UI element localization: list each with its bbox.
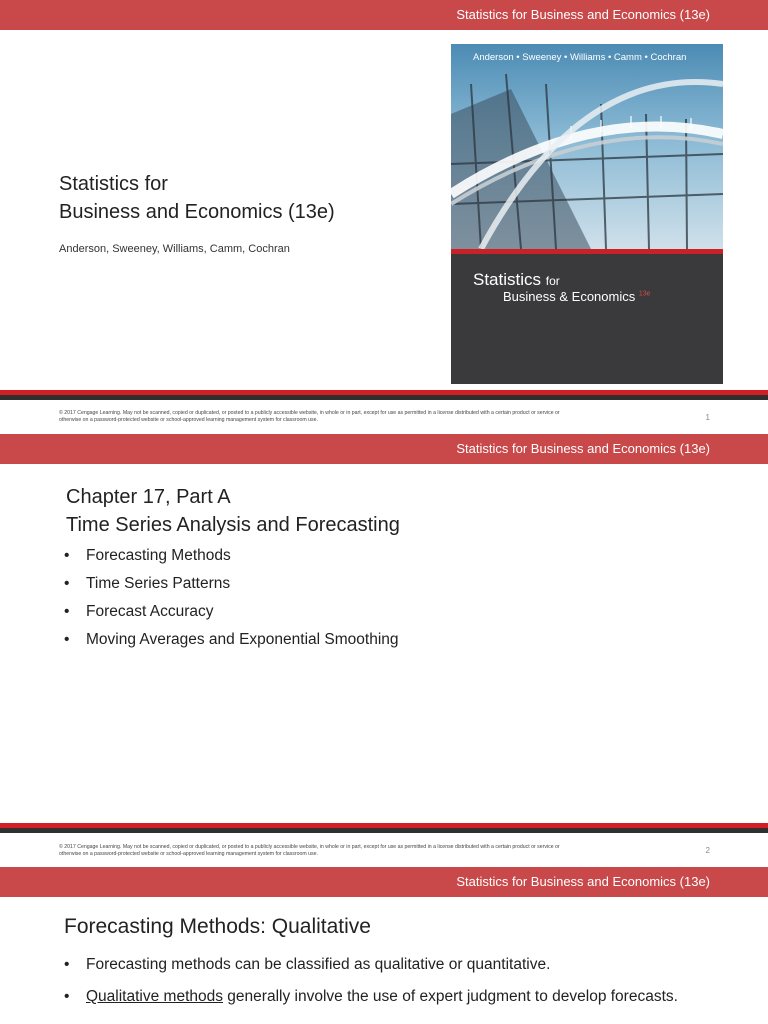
header-course-title: Statistics for Business and Economics (13e) [456, 874, 710, 889]
method-list [64, 955, 744, 1019]
title-line-2: Business and Economics (13e) [59, 201, 335, 223]
slide-1 [0, 0, 768, 433]
cover-authors: Anderson • Sweeney • Williams • Camm • Cochran [473, 52, 687, 63]
slide-header [0, 434, 768, 464]
cover-photo [451, 44, 723, 249]
cover-subtitle: Business & Economics $^{13e}$ [503, 289, 651, 304]
footer-bars [0, 823, 768, 833]
header-course-title: Statistics for Business and Economics (13e) [456, 7, 710, 22]
list-item: • Forecasting Methods [64, 545, 399, 573]
chapter-title-line-1: Chapter 17, Part A [66, 486, 231, 508]
list-item: • Time Series Patterns [64, 573, 399, 601]
page-number: 2 [705, 846, 710, 855]
chapter-title-line-2: Time Series Analysis and Forecasting [66, 514, 400, 536]
copyright-notice: © 2017 Cengage Learning. May not be scanned, copied or duplicated, or posted to a publicly accessible website, in whole or in part, except for use as permitted in a license distributed with a certain product or service or otherwise on a password-protected website or school-approved learning management system for classroom use. [59, 844, 560, 857]
cover-edition: 13e [638, 290, 651, 298]
topic-list [64, 545, 399, 657]
slide-3-title: Forecasting Methods: Qualitative [64, 915, 371, 938]
slide-header [0, 867, 768, 897]
list-item: • Qualitative methods generally involve the use of expert judgment to develop forecasts. [64, 987, 744, 1007]
slide-title [59, 170, 335, 226]
list-item: • Moving Averages and Exponential Smoothing [64, 629, 399, 657]
title-line-1: Statistics for [59, 173, 168, 195]
page-number: 1 [705, 413, 710, 422]
qualitative-methods-term: Qualitative methods [86, 988, 223, 1005]
footer-bars [0, 390, 768, 400]
cover-title: Statistics for [473, 270, 560, 289]
slide-header [0, 0, 768, 30]
list-item: • Forecast Accuracy [64, 601, 399, 629]
list-item: • Forecasting methods can be classified as qualitative or quantitative. [64, 955, 744, 975]
book-cover-image [451, 44, 723, 384]
header-course-title: Statistics for Business and Economics (13e) [456, 441, 710, 456]
authors-text: Anderson, Sweeney, Williams, Camm, Cochran [59, 243, 290, 255]
atrium-illustration [451, 44, 723, 249]
chapter-title [66, 483, 400, 539]
copyright-notice: © 2017 Cengage Learning. May not be scanned, copied or duplicated, or posted to a publicly accessible website, in whole or in part, except for use as permitted in a license distributed with a certain product or service or otherwise on a password-protected website or school-approved learning management system for classroom use. [59, 410, 560, 423]
